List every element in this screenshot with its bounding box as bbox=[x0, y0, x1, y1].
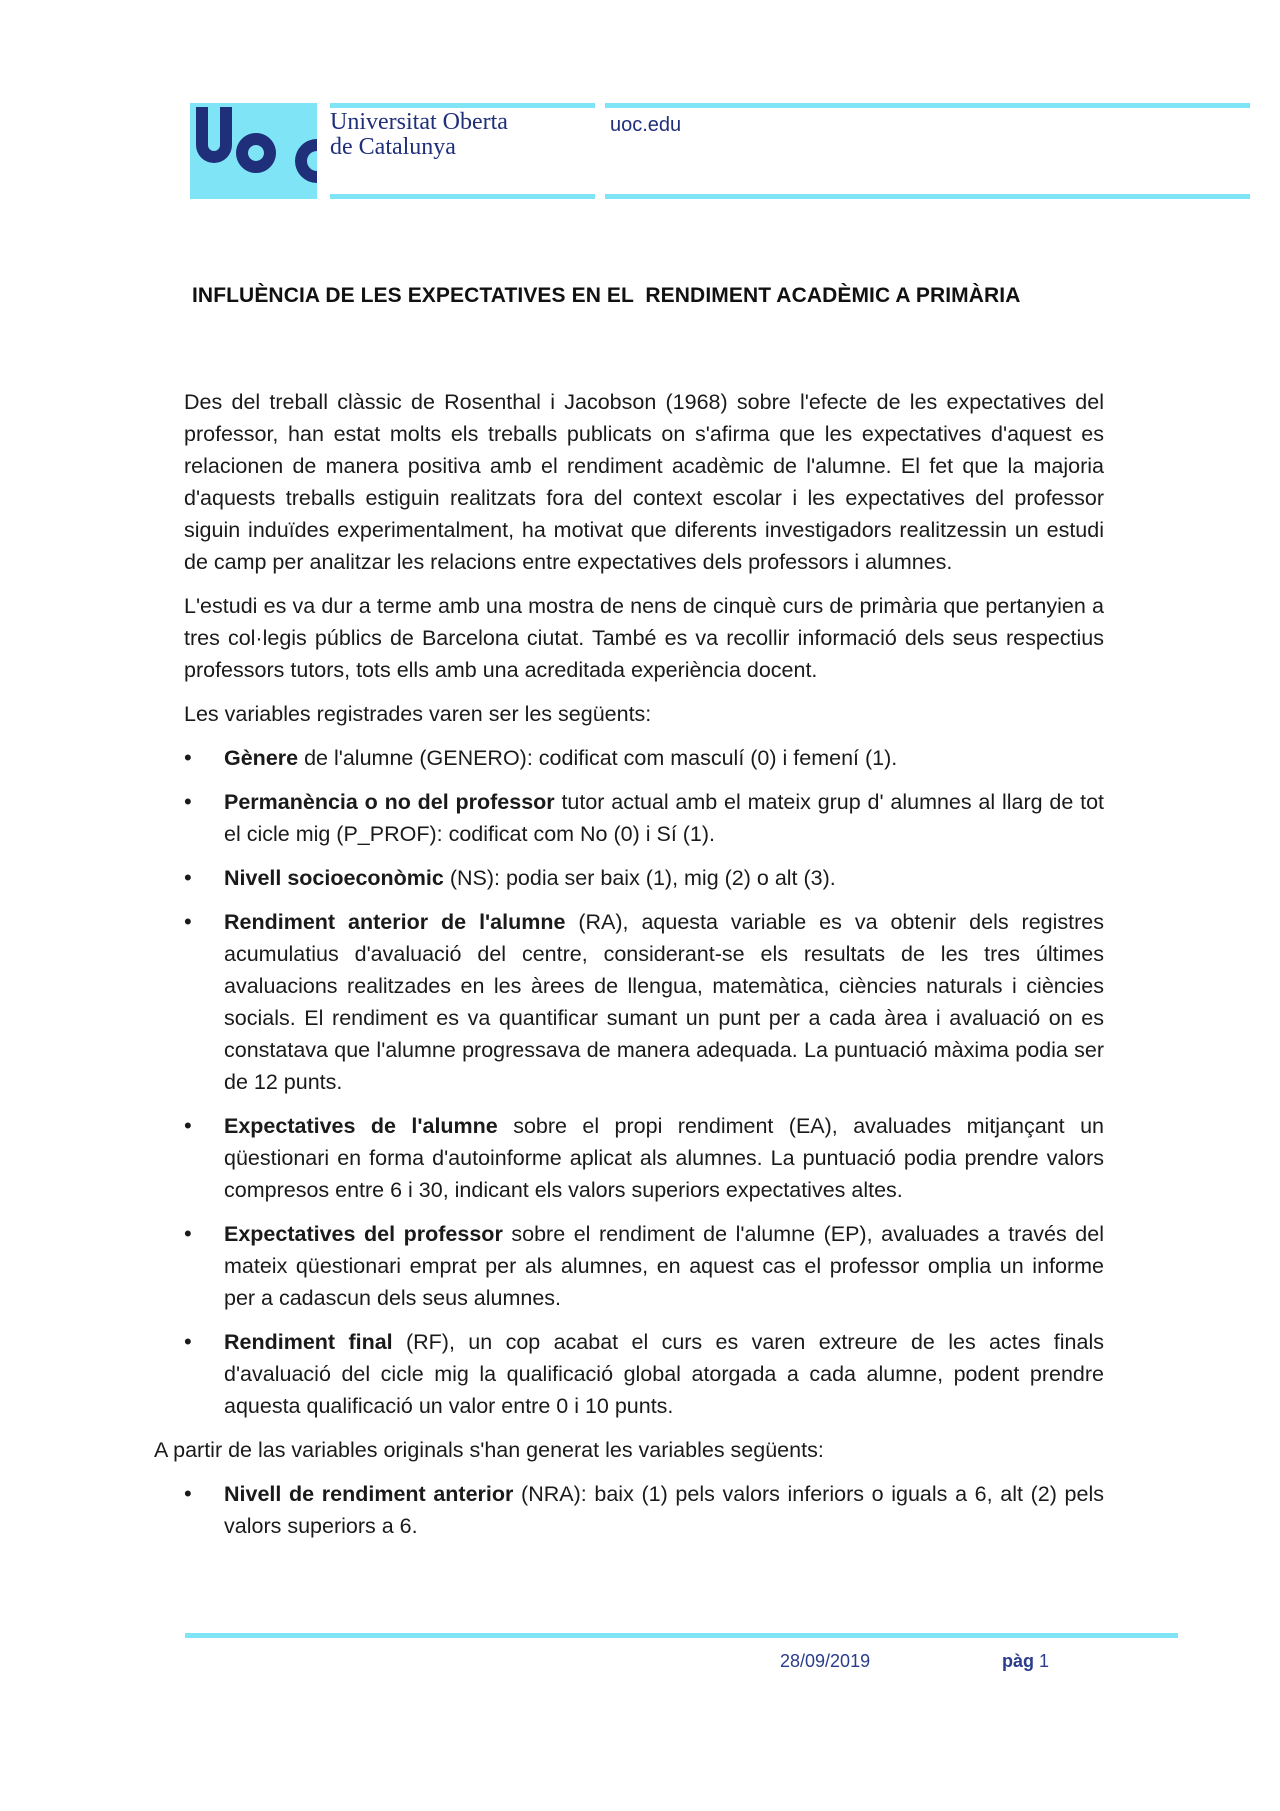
header-rule-bottom-left bbox=[330, 194, 595, 199]
variable-term: Rendiment anterior de l'alumne bbox=[224, 910, 566, 934]
variable-description: (RA), aquesta variable es va obtenir dels registres acumulatius d'avaluació del centre, considerant-se els resultats de les tres últimes avaluacions realitzades en les àrees de llengua, matemàtica, ciències naturals i ciències socials. El rendiment es va quantificar sumant un punt per a cada àrea i avaluació on es constatava que l'alumne progressava de manera adequada. La puntuació màxima podia ser de 12 punts. bbox=[224, 910, 1104, 1094]
list-item bbox=[184, 1326, 1104, 1422]
list-item bbox=[184, 862, 1104, 894]
list-item bbox=[184, 1110, 1104, 1206]
header-rule-top-right bbox=[605, 103, 1250, 108]
list-item bbox=[184, 1218, 1104, 1314]
variable-description: (NS): podia ser baix (1), mig (2) o alt (3). bbox=[443, 866, 836, 890]
header-rule-top-left bbox=[330, 103, 595, 108]
variable-term: Rendiment final bbox=[224, 1330, 393, 1354]
variable-description: de l'alumne (GENERO): codificat com masculí (0) i femení (1). bbox=[298, 746, 898, 770]
variable-description: (RF), un cop acabat el curs es varen extreure de les actes finals d'avaluació del cicle mig la qualificació global atorgada a cada alumne, podent prendre aquesta qualificació un valor entre 0 i 10 punts. bbox=[224, 1330, 1104, 1418]
variable-description: (NRA): baix (1) pels valors inferiors o iguals a 6, alt (2) pels valors superiors a 6. bbox=[224, 1482, 1104, 1538]
variables-list bbox=[184, 742, 1104, 1422]
website-link[interactable]: uoc.edu bbox=[610, 114, 682, 136]
header-rule-bottom-right bbox=[605, 194, 1250, 199]
variable-term: Nivell socioeconòmic bbox=[224, 866, 444, 890]
variable-term: Permanència o no del professor bbox=[224, 790, 555, 814]
variable-term: Expectatives de l'alumne bbox=[224, 1114, 498, 1138]
uoc-logo-mark bbox=[190, 103, 317, 199]
document-body bbox=[154, 386, 1104, 1554]
university-name bbox=[330, 110, 508, 160]
page-number bbox=[1002, 1651, 1049, 1672]
variable-term: Expectatives del professor bbox=[224, 1222, 503, 1246]
list-item bbox=[184, 906, 1104, 1098]
variable-description: sobre el propi rendiment (EA), avaluades mitjançant un qüestionari en forma d'autoinforme aplicat als alumnes. La puntuació podia prendre valors compresos entre 6 i 30, indicant els valors superiors expectatives altes. bbox=[224, 1114, 1104, 1202]
university-name-line1: Universitat Oberta bbox=[330, 109, 508, 135]
paragraph-variables-intro: Les variables registrades varen ser les següents: bbox=[184, 702, 652, 726]
uoc-logo[interactable] bbox=[190, 103, 317, 199]
university-name-line2: de Catalunya bbox=[330, 134, 456, 160]
variable-term: Nivell de rendiment anterior bbox=[224, 1482, 514, 1506]
paragraph-generated-intro: A partir de las variables originals s'han generat les variables següents: bbox=[154, 1438, 824, 1462]
paragraph-study: L'estudi es va dur a terme amb una mostra de nens de cinquè curs de primària que pertanyien a tres col·legis públics de Barcelona ciutat. També es va recollir informació dels seus respectius professors tutors, tots ells amb una acreditada experiència docent. bbox=[184, 594, 1104, 682]
list-item bbox=[184, 742, 1104, 774]
list-item bbox=[184, 786, 1104, 850]
footer-date: 28/09/2019 bbox=[780, 1651, 871, 1671]
paragraph-intro: Des del treball clàssic de Rosenthal i Jacobson (1968) sobre l'efecte de les expectatives del professor, han estat molts els treballs publicats on s'afirma que les expectatives d'aquest es relacionen de manera positiva amb el rendiment acadèmic de l'alumne. El fet que la majoria d'aquests treballs estiguin realitzats fora del context escolar i les expectatives del professor siguin induïdes experimentalment, ha motivat que diferents investigadors realitzessin un estudi de camp per analitzar les relacions entre expectatives dels professors i alumnes. bbox=[184, 390, 1104, 574]
page-number-value: 1 bbox=[1039, 1651, 1050, 1671]
page-label: pàg bbox=[1002, 1651, 1035, 1671]
footer-rule bbox=[185, 1633, 1178, 1638]
variable-term: Gènere bbox=[224, 746, 299, 770]
list-item bbox=[184, 1478, 1104, 1542]
variable-description: sobre el rendiment de l'alumne (EP), avaluades a través del mateix qüestionari emprat per als alumnes, en aquest cas el professor omplia un informe per a cadascun dels seus alumnes. bbox=[224, 1222, 1104, 1310]
document-title: INFLUÈNCIA DE LES EXPECTATIVES EN EL RENDIMENT ACADÈMIC A PRIMÀRIA bbox=[192, 284, 1021, 307]
generated-variables-list bbox=[184, 1478, 1104, 1542]
variable-description: tutor actual amb el mateix grup d' alumnes al llarg de tot el cicle mig (P_PROF): codificat com No (0) i Sí (1). bbox=[224, 790, 1104, 846]
